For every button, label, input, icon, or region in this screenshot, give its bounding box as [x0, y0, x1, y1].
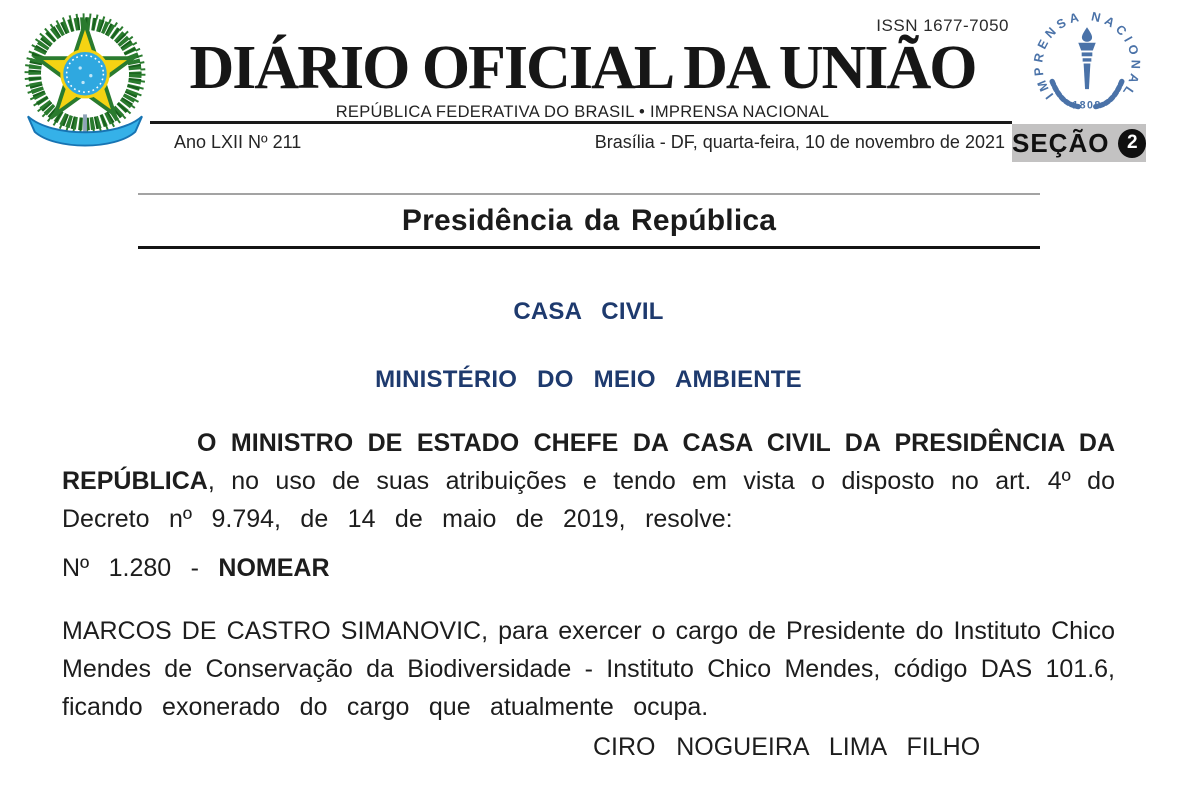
text-line — [62, 650, 1115, 688]
act-number-line — [62, 549, 330, 587]
bold-text-segment: O MINISTRO DE ESTADO CHEFE DA CASA CIVIL DA PRESIDÊNCIA DA — [197, 429, 1115, 457]
text-line — [62, 612, 1115, 650]
document-body — [62, 0, 1115, 800]
edition-label: Ano LXII Nº 211 — [174, 132, 302, 152]
org-ministerio-meio-ambiente: MINISTÉRIO DO MEIO AMBIENTE — [375, 366, 802, 393]
appointment-paragraph — [62, 612, 1115, 726]
date-label: Brasília - DF, quarta-feira, 10 de novembro de 2021 — [594, 132, 1005, 152]
text-line — [62, 424, 1115, 462]
masthead-title: DIÁRIO OFICIAL DA UNIÃO — [189, 34, 976, 102]
seal-ring-text: IMPRENSA NACIONAL — [1031, 9, 1143, 102]
text-segment: Decreto nº 9.794, de 14 de maio de 2019, resolve: — [62, 505, 733, 533]
text-segment: MARCOS DE CASTRO SIMANOVIC, para exercer o cargo de Presidente do Instituto Chico — [62, 617, 1115, 645]
text-line — [62, 500, 1115, 538]
act-action: NOMEAR — [218, 554, 330, 582]
bold-text-segment: REPÚBLICA — [62, 467, 208, 495]
section-badge-label: SEÇÃO — [1012, 127, 1110, 158]
text-line — [62, 688, 1115, 726]
section-number-circle: 2 — [1118, 129, 1146, 158]
issn-label: ISSN 1677-7050 — [876, 16, 1009, 35]
text-segment: ficando exonerado do cargo que atualmente ocupa. — [62, 693, 709, 721]
org-casa-civil: CASA CIVIL — [513, 298, 664, 325]
signature-name: CIRO NOGUEIRA LIMA FILHO — [593, 733, 981, 761]
act-number: Nº 1.280 - — [62, 554, 199, 582]
seal-year: 1808 — [1072, 99, 1102, 112]
text-segment: , no uso de suas atribuições e tendo em vista o disposto no art. 4º do — [207, 467, 1115, 495]
text-segment: Mendes de Conservação da Biodiversidade - Instituto Chico Mendes, código DAS 101.6, — [62, 655, 1115, 683]
text-line — [62, 462, 1115, 500]
masthead-subtitle: REPÚBLICA FEDERATIVA DO BRASIL • IMPRENSA NACIONAL — [335, 103, 830, 122]
decree-paragraph — [62, 424, 1115, 538]
section-heading-title: Presidência da República — [401, 204, 777, 237]
